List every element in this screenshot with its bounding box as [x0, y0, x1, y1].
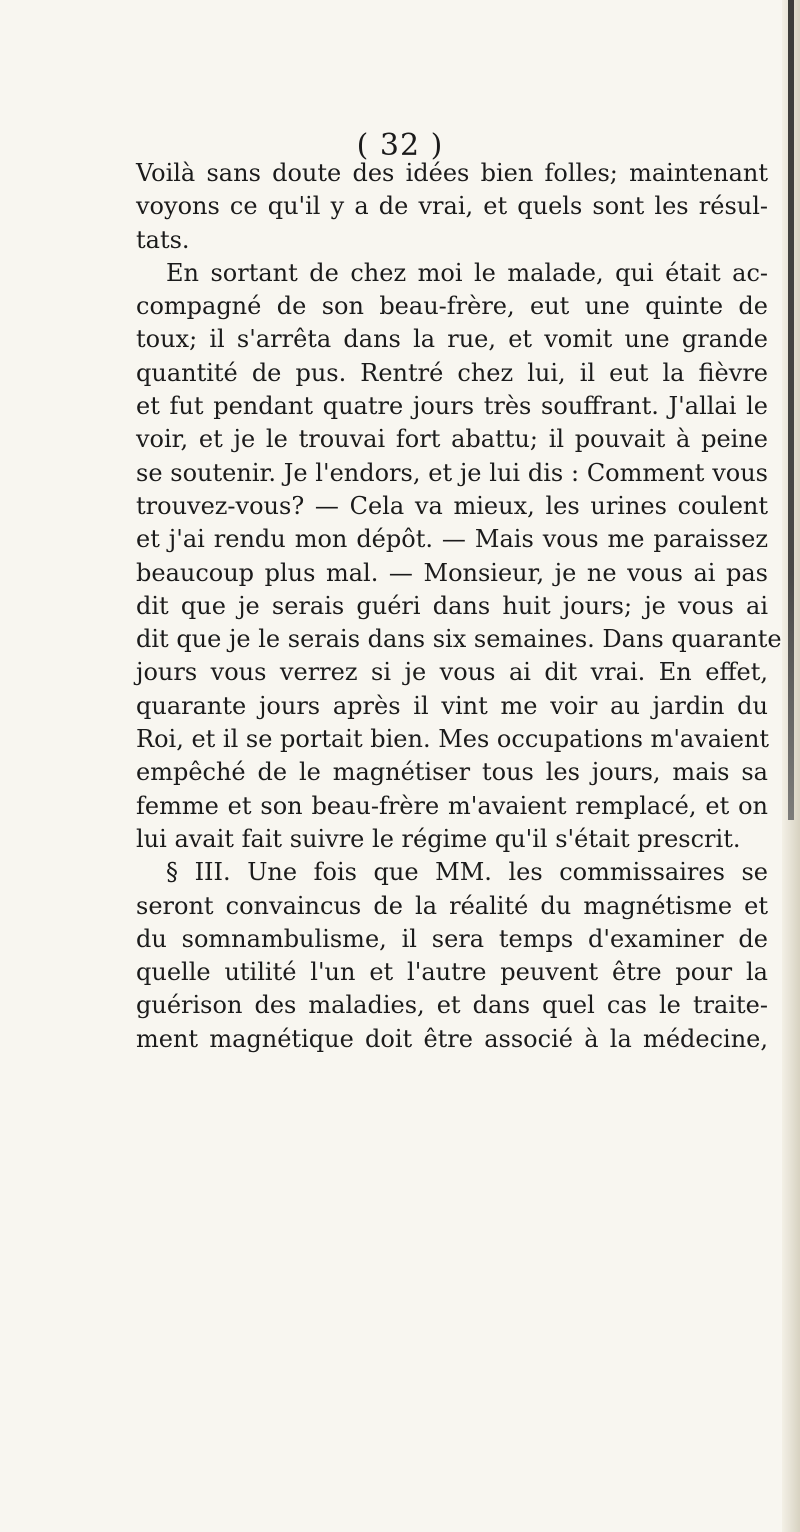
text-line: voir, et je le trouvai fort abattu; il pouvait à peine	[136, 425, 768, 454]
text-line: dit que je serais guéri dans huit jours; je vous ai	[136, 591, 768, 620]
text-line: ment magnétique doit être associé à la médecine,	[136, 1024, 768, 1053]
text-line: beaucoup plus mal. — Monsieur, je ne vous ai pas	[136, 558, 768, 587]
text-line: quelle utilité l'un et l'autre peuvent être pour la	[136, 958, 768, 987]
page-edge-shadow	[782, 0, 800, 1532]
text-line: quantité de pus. Rentré chez lui, il eut la fièvre	[136, 358, 768, 387]
page-number: ( 32 )	[356, 128, 444, 163]
text-line: guérison des maladies, et dans quel cas le traite-	[136, 991, 768, 1020]
text-line: compagné de son beau-frère, eut une quinte de	[136, 292, 768, 321]
text-line: Voilà sans doute des idées bien folles; maintenant	[136, 159, 768, 187]
body-text	[136, 157, 782, 1056]
text-line: dit que je le serais dans six semaines. Dans quarante	[136, 625, 782, 654]
text-line: jours vous verrez si je vous ai dit vrai. En effet,	[136, 658, 768, 687]
text-line: femme et son beau-frère m'avaient remplacé, et on	[136, 791, 768, 820]
text-line: du somnambulisme, il sera temps d'examiner de	[136, 924, 768, 953]
text-line: et fut pendant quatre jours très souffrant. J'allai le	[136, 392, 768, 421]
text-line: et j'ai rendu mon dépôt. — Mais vous me paraissez	[136, 525, 768, 554]
text-line: toux; il s'arrêta dans la rue, et vomit une grande	[136, 325, 768, 354]
text-line: § III. Une fois que MM. les commissaires se	[166, 858, 768, 887]
text-line: seront convaincus de la réalité du magnétisme et	[136, 891, 768, 920]
text-line: voyons ce qu'il y a de vrai, et quels sont les résul-	[136, 192, 768, 221]
text-line: En sortant de chez moi le malade, qui était ac-	[166, 258, 768, 287]
text-line: se soutenir. Je l'endors, et je lui dis : Comment vous	[136, 458, 768, 487]
text-line: Roi, et il se portait bien. Mes occupations m'avaient	[136, 725, 770, 754]
text-line: trouvez-vous? — Cela va mieux, les urines coulent	[136, 491, 768, 520]
text-line: tats.	[136, 225, 190, 254]
text-line: lui avait fait suivre le régime qu'il s'était prescrit.	[136, 824, 741, 853]
text-line: quarante jours après il vint me voir au jardin du	[136, 691, 768, 720]
text-line: empêché de le magnétiser tous les jours, mais sa	[136, 758, 768, 787]
